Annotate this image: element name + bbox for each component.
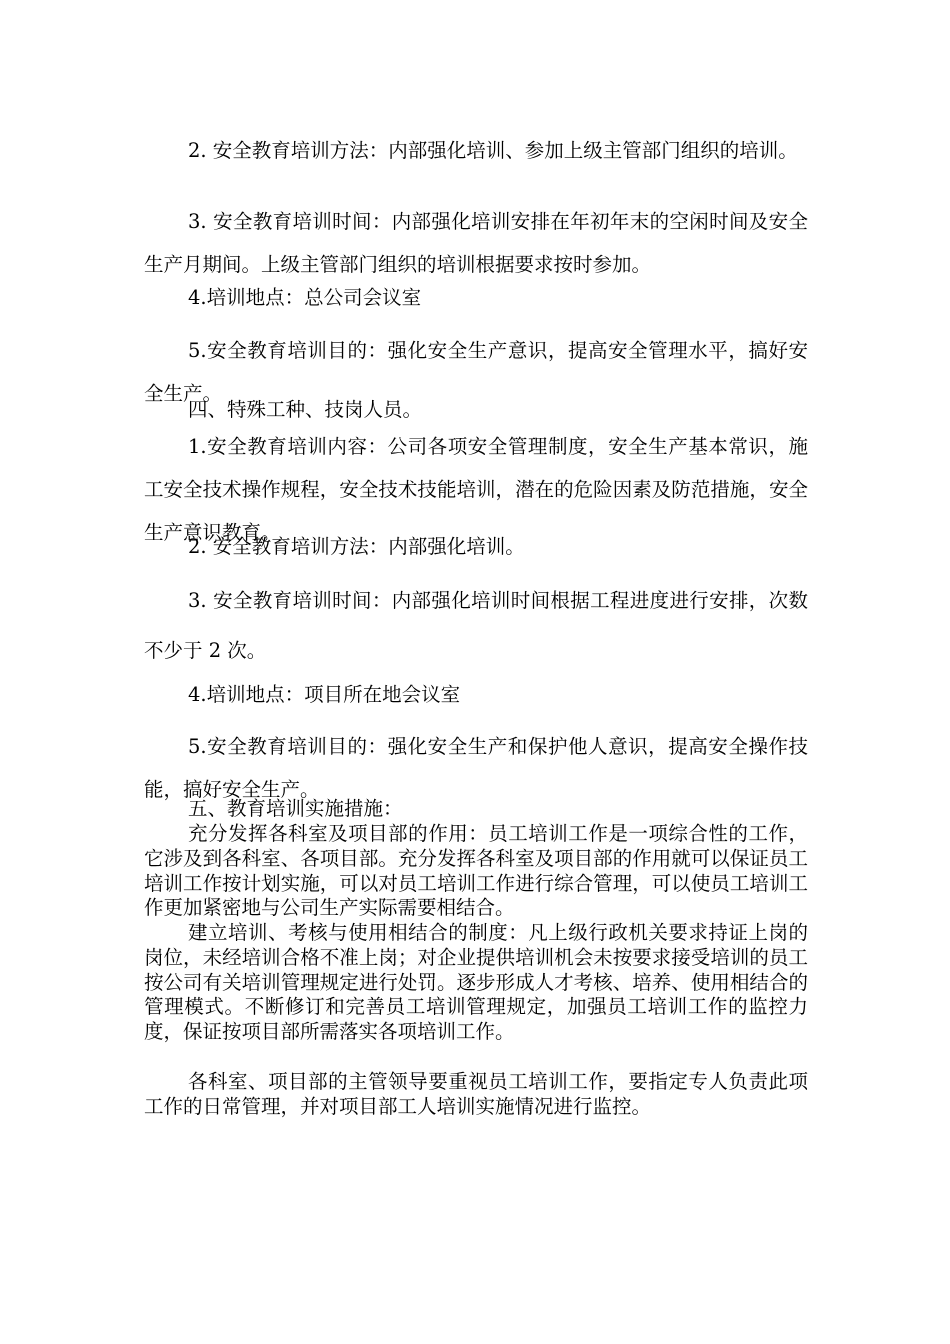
paragraph-training-method: 2. 安全教育培训方法：内部强化培训、参加上级主管部门组织的培训。: [188, 139, 798, 162]
paragraph-special-method: 2. 安全教育培训方法：内部强化培训。: [188, 535, 525, 558]
paragraph-special-location: 4.培训地点：项目所在地会议室: [188, 683, 461, 706]
paragraph-training-goal: 5.安全教育培训目的：强化安全生产意识，提高安全管理水平，搞好安全生产。: [144, 339, 808, 405]
section-heading-special-workers: 四、特殊工种、技岗人员。: [188, 398, 423, 421]
paragraph-measure-departments: 充分发挥各科室及项目部的作用：员工培训工作是一项综合性的工作，它涉及到各科室、各项目部。充分发挥各科室及项目部的作用就可以保证员工培训工作按计划实施，可以对员工培训工作进行综合管理，可以使员工培训工作更加紧密地与公司生产实际需要相结合。: [144, 822, 808, 920]
section-heading-measures: 五、教育培训实施措施：: [188, 797, 403, 820]
paragraph-measure-leadership: 各科室、项目部的主管领导要重视员工培训工作，要指定专人负责此项工作的日常管理，并对项目部工人培训实施情况进行监控。: [144, 1070, 808, 1118]
paragraph-training-location: 4.培训地点：总公司会议室: [188, 286, 422, 309]
paragraph-special-time: 3. 安全教育培训时间：内部强化培训时间根据工程进度进行安排，次数不少于 2 次。: [144, 589, 808, 662]
paragraph-special-content: 1.安全教育培训内容：公司各项安全管理制度，安全生产基本常识，施工安全技术操作规程，安全技术技能培训，潜在的危险因素及防范措施，安全生产意识教育。: [144, 435, 808, 544]
paragraph-special-goal: 5.安全教育培训目的：强化安全生产和保护他人意识，提高安全操作技能，搞好安全生产。: [144, 735, 808, 801]
paragraph-measure-system: 建立培训、考核与使用相结合的制度：凡上级行政机关要求持证上岗的岗位，未经培训合格不准上岗；对企业提供培训机会未按要求接受培训的员工按公司有关培训管理规定进行处罚。逐步形成人才考核、培养、使用相结合的管理模式。不断修订和完善员工培训管理规定，加强员工培训工作的监控力度，保证按项目部所需落实各项培训工作。: [144, 921, 808, 1044]
paragraph-training-time: 3. 安全教育培训时间：内部强化培训安排在年初年末的空闲时间及安全生产月期间。上级主管部门组织的培训根据要求按时参加。: [144, 210, 808, 276]
